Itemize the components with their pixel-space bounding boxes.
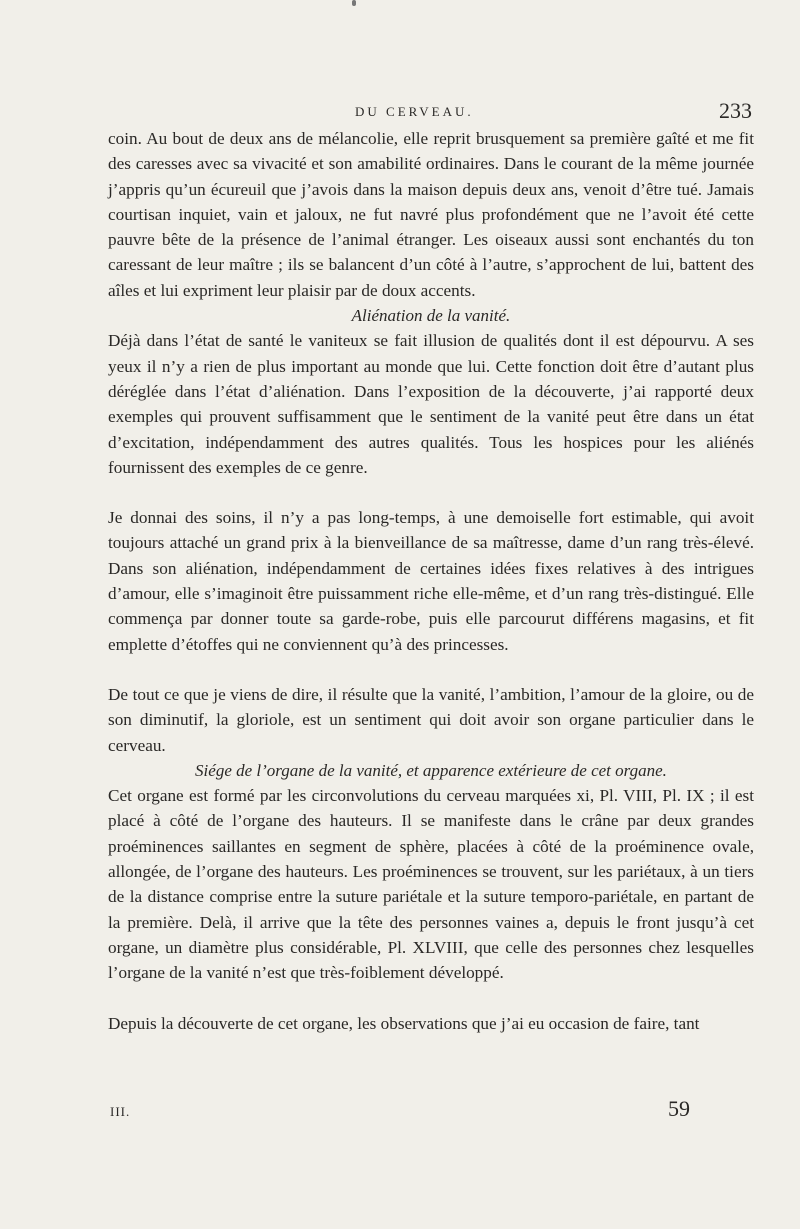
section-heading: Aliénation de la vanité. [351,306,511,326]
paragraph: Depuis la découverte de cet organe, les observations que j’ai eu occasion de faire, tant [108,1013,700,1033]
paragraph: De tout ce que je viens de dire, il résulte que la vanité, l’ambition, l’amour de la gloire, ou de son diminutif, la gloriole, est un sentiment qui doit avoir son organe particulier dans le cerveau. [108,684,754,755]
paragraph: Cet organe est formé par les circonvolutions du cerveau marquées xi, Pl. VIII, Pl. IX ; il est placé à côté de l’organe des hauteurs. Il se manifeste dans le crâne par deux grandes proéminences saillantes en segment de sphère, placées à côté de la proéminence ovale, allongée, de l’organe des hauteurs. Les proéminences se trouvent, sur les pariétaux, à un tiers de la distance comprise entre la suture pariétale et la suture temporo-pariétale, en partant de la première. Delà, il arrive que la tête des personnes vaines a, depuis le front jusqu’à cet organe, un diamètre plus considérable, Pl. XLVIII, que celle des personnes chez lesquelles l’organe de la vanité n’est que très-foiblement développé. [108,786,754,983]
ink-mark [352,0,356,6]
page-footer [0,1096,800,1130]
paragraph: coin. Au bout de deux ans de mélancolie, elle reprit brusquement sa première gaîté et me fit des caresses avec sa vivacité et son amabilité ordinaires. Dans le courant de la même journée j’appris qu’un écureuil que j’avois dans la maison depuis deux ans, venoit d’être tué. Jamais courtisan inquiet, vain et jaloux, ne fut navré plus profondément que ne l’avoit été cette pauvre bête de la présence de l’animal étranger. Les oiseaux aussi sont enchantés du ton caressant de leur maître ; ils se balancent d’un côté à l’autre, s’approchent de lui, battent des aîles et lui expriment leur plaisir par de doux accents. [108,129,754,300]
page-number: 233 [719,98,752,123]
running-head-title: DU CERVEAU. [355,104,474,119]
section-heading: Siége de l’organe de la vanité, et apparence extérieure de cet organe. [195,760,667,780]
body-text [108,126,754,1036]
running-head [0,98,800,126]
signature-mark: III. [110,1104,131,1119]
paragraph: Déjà dans l’état de santé le vaniteux se fait illusion de qualités dont il est dépourvu. A ses yeux il n’y a rien de plus important au monde que lui. Cette fonction doit être d’autant plus déréglée dans l’état d’aliénation. Dans l’exposition de la découverte, j’ai rapporté deux exemples qui prouvent suffisamment que le sentiment de la vanité peut être dans un état d’excitation, indépendamment des autres qualités. Tous les hospices pour les aliénés fournissent des exemples de ce genre. [108,331,754,477]
gathering-number: 59 [668,1096,690,1121]
paragraph: Je donnai des soins, il n’y a pas long-temps, à une demoiselle fort estimable, qui avoit toujours attaché un grand prix à la bienveillance de sa maîtresse, dame d’un rang très-élevé. Dans son aliénation, indépendamment de certaines idées fixes relatives à des intrigues d’amour, elle s’imaginoit être puissamment riche elle-même, et d’un rang très-distingué. Elle commença par donner toute sa garde-robe, puis elle parcourut différens magasins, et fit emplette d’étoffes qui ne conviennent qu’à des princesses. [108,508,754,654]
